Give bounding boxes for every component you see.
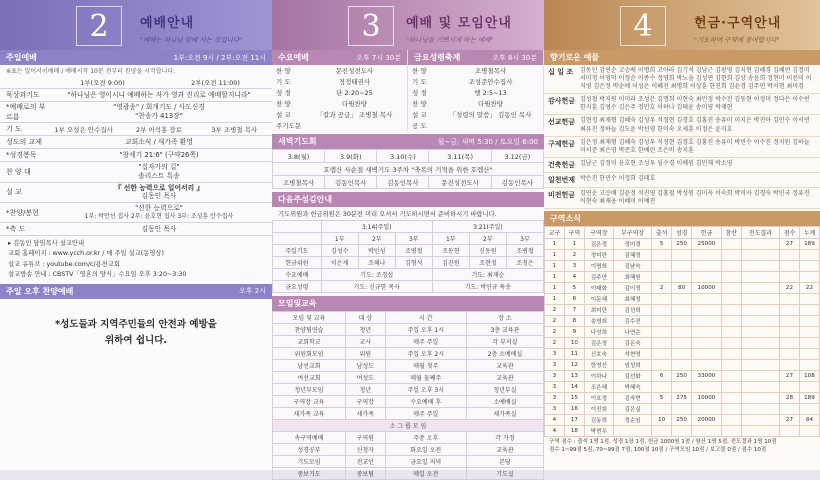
table-cell [741,305,779,316]
page-title: 예배 및 모임안내 [406,16,512,31]
table-cell [721,272,741,283]
table-cell: 1 [545,272,565,283]
table-cell [672,349,692,360]
table-row [545,415,820,426]
table-cell: 13 [564,371,584,382]
table-cell [780,338,800,349]
table-cell [721,239,741,250]
district-col-header: 누계 [799,227,819,239]
table-cell [799,349,819,360]
table-cell: 김수진 [613,316,651,327]
sunday-worship-title: 주일예배 [6,53,37,62]
next-week-desc: 기도위원과 헌금위원은 30분전 미리 오셔서 기도하시면서 준비하시기 바랍니다. [278,211,497,218]
table-cell [780,261,800,272]
table-row [545,327,820,338]
table-row [545,305,820,316]
wednesday-bar: 수요예배 오후 7시 30분 [272,50,407,65]
table-cell [652,349,672,360]
table-cell: 80 [672,283,692,294]
table-cell [799,360,819,371]
dawn-schedule: 3.8(월) 3.9(화) 3.10(수) 3.11(목) 3.12(금) 호렙산 사순절 새벽기도 3주차 "축복의 기적을 위한 호렙산" 조병철목사 김동인목사 김동인목사 문진성전도사 김동인목사 [272,149,544,189]
meetings-table: 모임 및 교육 대 상 시 간 장 소 찬양팀연습 청년 주일 오후 1시 3층 교육관 교회학교 교사 매주 주일 각 부서실 위원회모임 위원 주일 오후 2시 2층 소예배실 남선교회 남성도 매월 첫주 교육관 여선교회 여성도 매월 둘째주 교육관 청년부모임 청년 주일 오후 3시 청년부실 구역장 교육 구역장 수요예배 후 소예배실 새가족 교육 새가족 매주 주일 새가족실 소 그 룹 모 임 속구역예배 구역원 주중 오후 각 가정 성경공부 신청자 화요일 오전 교육관 기도모임 전교인 금요일 저녁 본당 중보기도 중보팀 매일 오전 기도실 [272,311,544,480]
offering-header [544,0,820,50]
table-cell: 한영선 [584,360,613,371]
table-cell: 2 [545,327,565,338]
table-cell: 김혜정 [613,250,651,261]
table-cell [652,338,672,349]
table-row [545,272,820,283]
table-cell [799,261,819,272]
table-cell [652,261,672,272]
order-row: 묵상과기도 "하나님은 영이시니 예배하는 자가 영과 진리로 예배할지니라" [0,89,272,102]
table-cell: 16 [564,404,584,415]
table-cell: 정순임 [613,415,651,426]
table-cell [721,371,741,382]
page-number: 2 [76,6,122,46]
district-table [544,226,820,437]
district-footnote: 구역 점수 : 출석 1명 1점, 성경 1장 1점, 헌금 1000원 1점 / 참산 1명 5점, 전도결과 1명 10점 점수 1~99점 5점, 70~99점 7점, 100점 10점 / 구역모임 10점 / 보고불 0점 / 점수 10점 [549,439,777,453]
table-cell [692,426,722,437]
table-cell: 5 [652,239,672,250]
table-cell [721,360,741,371]
table-cell: 이하나 [584,371,613,382]
table-row [545,393,820,404]
table-row [545,261,820,272]
sermon-info: ▸ 김동인 담임목사 설교안내 교회 홈페이지 : www.ycch.or.kr / 매 주일 설교(동영상) 설교 유튜브 : youtube.com/c/용천교회 설교방송 안내 : CBSTV「영혼의 양식」수요일 오후 3:20~3:30 [0,236,272,284]
table-cell: 이명희 [584,261,613,272]
district-col-header: 출석 [652,227,672,239]
table-cell: 4 [545,426,565,437]
table-cell [780,294,800,305]
table-cell [780,349,800,360]
order-row: *찬양/봉헌 "선한 능력으로" 1부: 박만선 집사 2부: 윤호현 집사 3부: 조성훈 안수집사 [0,203,272,223]
table-cell [741,393,779,404]
table-cell: 1 [545,261,565,272]
table-cell: 박현우 [584,426,613,437]
page-title: 헌금·구역안내 [694,16,782,31]
table-cell: 송영희 [584,316,613,327]
dawn-prayer-bar: 새벽기도회 월~금, 새벽 5:30 / 토요일 6:00 [272,134,544,149]
table-cell [721,327,741,338]
table-cell: 최혜정 [613,294,651,305]
page-subtitle: "하나님을 기쁘시게 하는 예배" [406,36,494,44]
table-cell: 3 [545,371,565,382]
table-cell [780,382,800,393]
table-cell: 22 [799,283,819,294]
table-cell: 12 [564,360,584,371]
table-cell [672,426,692,437]
table-row [545,239,820,250]
table-cell: 이태화 [584,283,613,294]
offering-list: 십 일 조 김동인 김연순 고승배 이명희 고아라 김기석 김남근 김광영 김지현 김혜경 김혜연 김정미 서미정 이영덕 이정순 이종수 정영희 박노을 김성연 김현희 김상 송윤희 정현미 이선미 이지영 김은정 박순애 이성은 이혜진 최명희 이상훈 한진희 김윤경 김주연 박서현 최미경 감사헌금 김성철 박지원 이미라 조성은 김명희 이현숙 최민정 박수진 김동현 이정미 정다은 이수빈 한지훈 김영수 김은주 정민호 이하나 김태윤 송미영 박재현 선교헌금 김현정 최재형 김혜숙 김성우 석정현 김경호 김홍진 송유미 이지은 박진아 김민수 이서연 최유진 정하늘 김도윤 박선영 한미숙 오세훈 이정은 윤지호 구제헌금 김은정 최재형 김혜숙 김성우 석정현 김경호 김홍진 송유미 박민수 이수진 정지원 김하늘 이서준 최은영 박준호 한예린 조은비 송지훈 건축헌금 김남근 김정미 윤호현 조성우 임수경 이혜원 김민재 박소영 일천번제 박은진 한민수 이정희 김태호 비전헌금 김연순 고승배 김윤정 석진영 김홍철 박성원 김미옥 이숙희 박미자 김경숙 박민국 정유진 이현숙 최재웅 이혜미 이예진 [544,65,820,209]
table-cell [799,316,819,327]
table-cell [780,404,800,415]
table-cell [741,261,779,272]
district-col-header: 성경 [672,227,692,239]
table-cell: 김은숙 [613,338,651,349]
table-cell [780,272,800,283]
table-cell: 8 [564,316,584,327]
table-cell [799,338,819,349]
weekday-worship: 수요예배 오후 7시 30분 찬 양 문진성전도사 기 도 정정태권사 성 경 단 2:20~25 찬 양 다윗찬양 설 교 「칼과 공급」 조병철 목사 주기도문 금요성령축제 오후 8시 30분 찬 양 조병철목사 기 도 조성준안수집사 성 경 행 2:5~13 찬 양 다윗찬양 설 교 「성령의 말씀」 김동인 목사 공 도 [272,50,544,131]
table-cell: 189 [799,393,819,404]
table-cell [692,382,722,393]
table-row [545,382,820,393]
table-cell: 6 [652,371,672,382]
district-col-header: 헌금 [692,227,722,239]
table-cell [692,360,722,371]
table-cell: 2 [652,283,672,294]
table-cell [721,426,741,437]
table-cell [692,250,722,261]
district-col-header: 전도결과 [741,227,779,239]
table-cell: 김이정 [613,283,651,294]
table-cell: 10000 [692,283,722,294]
table-cell [672,316,692,327]
table-cell [721,415,741,426]
order-row: 성도의 교제 교회소식 / 새가족 환영 [0,136,272,149]
afternoon-worship-bar: 주일 오후 찬양예배 오후 2시 [0,284,272,299]
table-cell [721,393,741,404]
table-cell: 5 [564,283,584,294]
order-row: 기 도 1부 오성은 안수집사 2부 이석홍 장로 3부 조병철 목사 [0,123,272,136]
table-cell [741,272,779,283]
table-row [545,250,820,261]
table-row [545,426,820,437]
table-cell: 조은혜 [584,382,613,393]
table-cell: 275 [672,393,692,404]
table-cell [799,382,819,393]
table-cell: 27 [780,239,800,250]
table-cell [721,316,741,327]
table-cell [799,250,819,261]
table-cell [780,305,800,316]
table-cell [652,250,672,261]
table-cell [741,360,779,371]
table-cell [741,349,779,360]
table-cell: 6 [564,294,584,305]
table-cell [692,305,722,316]
table-cell [799,426,819,437]
table-cell: 4 [564,272,584,283]
next-week-bar: 다음주섬김안내 [272,192,544,207]
table-cell: 김은정 [584,338,613,349]
table-cell [613,426,651,437]
table-cell: 2 [564,250,584,261]
table-cell: 18 [564,426,584,437]
table-cell [741,316,779,327]
table-cell [741,404,779,415]
table-cell [721,250,741,261]
next-week-table: 3.14(주일) 3.21(주일) 1부 2부 3부 1부 2부 3부 주일기도 김성수 박인성 조병철 조동현 신동원 조병철 헌금위원 이은재 조해나 김형석 김진원 조현정 조정은 수요예배 기도: 조경섭 기도: 최재순 금요성령 기도: 신규한 목사 기도: 박인규 특송 [272,220,544,293]
worship-header [0,0,272,50]
sunday-worship-times: 1부:오전 9시 / 2부:오전 11시 [173,53,266,62]
table-cell: 3 [564,261,584,272]
table-cell [672,250,692,261]
table-cell [672,404,692,415]
table-cell [721,382,741,393]
table-cell: 11 [564,349,584,360]
table-cell: 이호정 [584,393,613,404]
table-cell: 나성희 [584,327,613,338]
table-cell: 1 [545,283,565,294]
sunday-worship-bar [0,50,272,65]
friday-bar: 금요성령축제 오후 8시 30분 [408,50,543,65]
table-cell [672,327,692,338]
district-col-header: 교구 [545,227,565,239]
table-cell: 김선화 [613,371,651,382]
table-cell [799,294,819,305]
table-cell [692,327,722,338]
table-cell: 20000 [692,415,722,426]
district-col-header: 구역 [564,227,584,239]
table-cell [672,305,692,316]
table-cell [741,371,779,382]
table-cell: 27 [780,371,800,382]
table-cell: 정미경 [613,239,651,250]
table-cell [721,338,741,349]
table-cell: 14 [564,382,584,393]
table-cell [721,404,741,415]
order-row: *성경봉독 "창세기 21:6" (구약26쪽) [0,149,272,162]
table-cell: 84 [799,415,819,426]
table-cell: 임성희 [613,360,651,371]
table-cell: 5 [652,393,672,404]
table-cell: 28 [780,393,800,404]
table-cell: 2 [545,305,565,316]
table-cell: 김선희 [613,305,651,316]
order-row: *예배로의 부르름 "영광송" / 회개기도 / 사도신경 "찬송가 413장" [0,102,272,123]
table-cell: 27 [780,415,800,426]
table-cell [692,404,722,415]
meeting-header [272,0,544,50]
table-cell [741,239,779,250]
table-cell: 나연순 [613,327,651,338]
table-cell [741,294,779,305]
table-cell: 22 [780,283,800,294]
table-cell: 김자현 [613,393,651,404]
table-cell [672,272,692,283]
table-cell [672,360,692,371]
district-bar: 구역소식 [544,211,820,226]
table-cell [692,316,722,327]
table-cell: 1 [564,239,584,250]
offering-page [544,0,820,470]
table-row [545,349,820,360]
table-cell [721,305,741,316]
table-cell: 10 [652,415,672,426]
table-cell [672,294,692,305]
table-cell: 10000 [692,393,722,404]
table-cell: 박혜숙 [613,382,651,393]
table-cell [799,305,819,316]
table-cell [652,426,672,437]
page-title: 예배안내 [140,16,195,31]
table-cell [652,316,672,327]
district-col-header: 점수 [780,227,800,239]
page-number: 3 [348,6,394,46]
table-cell [692,338,722,349]
homepage-link[interactable]: 교회 홈페이지 : www.ycch.or.kr / 매 주일 설교(동영상) [8,250,164,258]
table-cell [672,382,692,393]
table-row [545,338,820,349]
page-subtitle: "기도하며 구역에 참여합시다" [694,36,780,44]
table-row [545,371,820,382]
table-cell [741,283,779,294]
order-row: 1부(오전 9:00) 2부(오전 11:00) [0,76,272,89]
table-cell: 김남숙 [613,261,651,272]
order-row: *축 도 김동인 목사 [0,223,272,236]
table-cell: 3 [545,349,565,360]
worship-page [0,0,272,470]
table-cell [672,261,692,272]
table-cell [721,294,741,305]
table-cell [780,316,800,327]
order-row: 찬 양 대 "십자가의 길" 솔리스트 특송 [0,162,272,183]
table-cell: 3 [545,393,565,404]
page-subtitle: "예배는 하나님 앞에 서는 것입니다" [140,36,243,44]
table-cell: 250 [672,415,692,426]
table-cell: 김동희 [584,415,613,426]
youtube-link[interactable]: 설교 유튜브 : youtube.com/c/용천교회 [8,260,120,268]
table-cell [652,294,672,305]
table-cell: 신호숙 [584,349,613,360]
table-cell: 김은정 [584,239,613,250]
table-cell [721,261,741,272]
table-row [545,294,820,305]
table-cell [780,327,800,338]
table-cell: 15 [564,393,584,404]
table-cell [652,305,672,316]
meetings-bar: 모임및교육 [272,296,544,311]
cancel-message: *성도들과 지역주민들의 안전과 예방을 위하여 쉽니다. [55,318,217,347]
table-cell [799,327,819,338]
table-cell [741,250,779,261]
table-row [545,360,820,371]
table-row [545,283,820,294]
table-cell: 7 [564,305,584,316]
district-col-header: 부구역장 [613,227,651,239]
table-row [545,316,820,327]
table-cell [692,261,722,272]
table-cell [780,250,800,261]
table-cell: 9 [564,327,584,338]
table-cell: 3 [545,404,565,415]
district-col-header: 구역장 [584,227,613,239]
table-cell [741,382,779,393]
table-cell [652,360,672,371]
table-cell [692,294,722,305]
table-cell [652,272,672,283]
table-cell: 이진희 [584,404,613,415]
table-cell [692,272,722,283]
table-cell: 2 [545,316,565,327]
table-cell [741,327,779,338]
table-cell [652,382,672,393]
table-cell: 1 [545,250,565,261]
table-cell [741,426,779,437]
table-cell: 김주연 [584,272,613,283]
table-cell: 3 [545,382,565,393]
table-cell [741,415,779,426]
table-cell [721,349,741,360]
table-cell: 4 [545,415,565,426]
table-cell: 108 [799,371,819,382]
table-cell: 189 [799,239,819,250]
table-cell: 김은실 [613,404,651,415]
table-cell [672,338,692,349]
page-number: 4 [620,6,666,46]
table-cell [780,360,800,371]
table-cell [721,283,741,294]
table-cell: 1 [545,294,565,305]
table-cell: 최혜원 [613,272,651,283]
table-cell: 25000 [692,239,722,250]
table-cell: 250 [672,239,692,250]
table-row [545,404,820,415]
table-cell [780,426,800,437]
table-cell [799,272,819,283]
worship-note: ※표는 일어서서예배 / 예배시작 10분 전부터 찬양을 시작합니다. [6,68,176,75]
table-cell: 최미란 [584,305,613,316]
table-cell [692,349,722,360]
meeting-page [272,0,544,478]
table-cell: 이문혜 [584,294,613,305]
table-cell: 1 [545,239,565,250]
table-cell [741,338,779,349]
table-cell: 3 [545,360,565,371]
table-cell [799,404,819,415]
table-cell [652,404,672,415]
table-cell: 정미란 [584,250,613,261]
table-cell [652,327,672,338]
offering-bar: 향기로운 예물 [544,50,820,65]
order-row: 설 교 『 선한 능력으로 일어서리 』 김동인 목사 [0,183,272,204]
table-cell: 10 [564,338,584,349]
table-cell: 2 [545,338,565,349]
table-cell: 석현영 [613,349,651,360]
table-cell: 33000 [692,371,722,382]
district-col-header: 참산 [721,227,741,239]
table-cell: 250 [672,371,692,382]
table-cell: 17 [564,415,584,426]
